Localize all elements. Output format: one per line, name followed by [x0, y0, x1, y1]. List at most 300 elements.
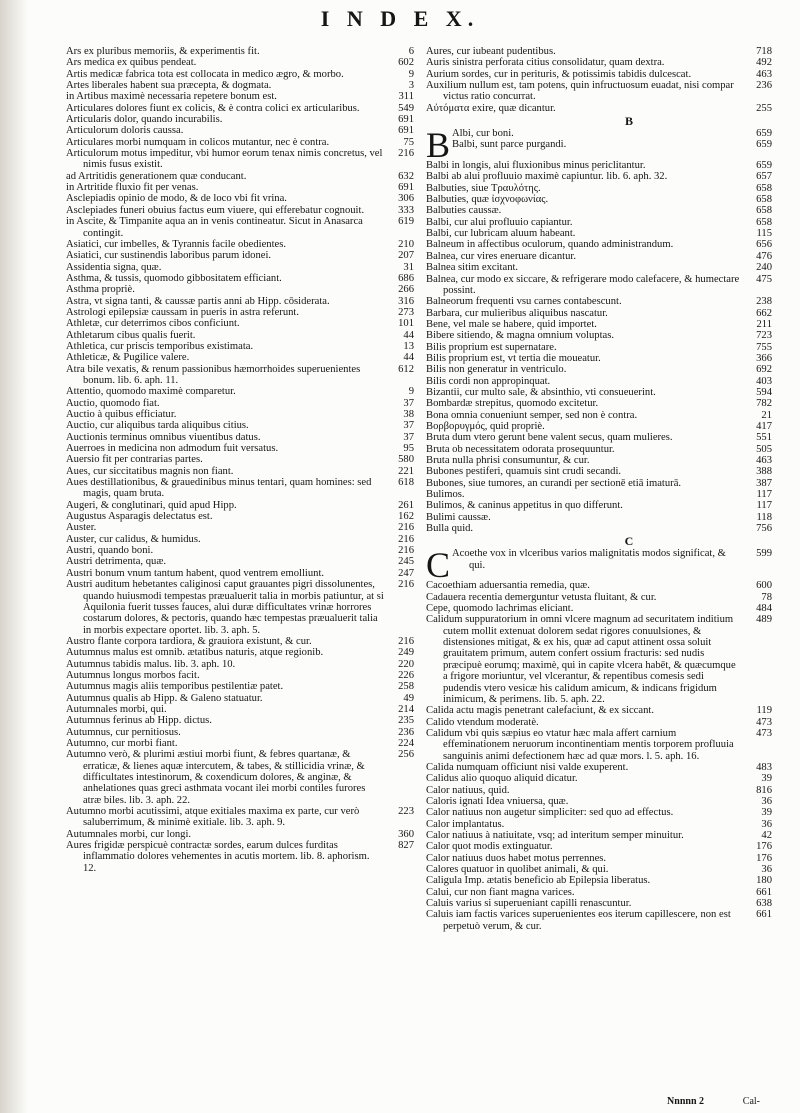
index-entry-text: Athletæ, cur deterrimos cibos conficiunt. — [66, 318, 240, 330]
index-entry-text: Bubones pestiferi, quamuis sint crudi secandi. — [426, 466, 622, 478]
index-entry — [66, 840, 414, 874]
index-entry — [66, 443, 414, 454]
index-page-number: 658 — [756, 182, 772, 194]
index-page-number: 180 — [756, 875, 772, 887]
index-entry-text: in Artritide fluxio fit per venas. — [66, 182, 199, 194]
index-entry — [66, 137, 414, 148]
index-entry — [66, 46, 414, 57]
index-page-number: 691 — [398, 125, 414, 137]
index-page-number: 221 — [398, 465, 414, 477]
index-entry — [426, 57, 772, 68]
index-page-number: 236 — [756, 80, 772, 92]
index-entry — [66, 806, 414, 829]
index-entry — [66, 284, 414, 295]
index-entry — [66, 330, 414, 341]
index-entry-text: Astrologi epilepsiæ caussam in pueris in astra referunt. — [66, 306, 300, 318]
index-entry-text: Calido vtendum moderatè. — [426, 716, 539, 728]
index-entry-text: Augustus Asparagis delectatus est. — [66, 511, 213, 523]
dropcap-entries — [452, 548, 772, 571]
index-page-number: 258 — [398, 681, 414, 693]
index-page-number: 723 — [756, 330, 772, 342]
index-entry-text: Auster, cur calidus, & humidus. — [66, 533, 201, 545]
index-page-number: 216 — [398, 533, 414, 545]
index-entry-text: Cadauera recentia demerguntur vetusta fluitant, & cur. — [426, 591, 657, 603]
index-entry — [426, 841, 772, 852]
index-entry-text: Aues, cur siccitatibus magnis non fiant. — [66, 465, 234, 477]
index-entry-text: Autumnus tabidis malus. lib. 3. aph. 10. — [66, 658, 236, 670]
index-entry — [426, 69, 772, 80]
index-entry — [426, 603, 772, 614]
index-entry — [426, 853, 772, 864]
index-entry — [426, 274, 772, 297]
index-page-number: 247 — [398, 567, 414, 579]
index-entry — [426, 342, 772, 353]
index-page-number: 42 — [761, 829, 772, 841]
index-entry — [66, 205, 414, 216]
index-entry — [66, 193, 414, 204]
index-entry-text: Articulares dolores fiunt ex colicis, & è contra colici ex articularibus. — [66, 102, 360, 114]
index-page-number: 119 — [756, 705, 772, 717]
index-entry — [66, 704, 414, 715]
index-page-number: 659 — [756, 160, 772, 172]
index-page-number: 658 — [756, 216, 772, 228]
index-entry — [426, 478, 772, 489]
dropcap-entries — [452, 128, 772, 151]
index-entry — [426, 489, 772, 500]
index-page-number: 311 — [398, 91, 414, 103]
index-entry — [66, 409, 414, 420]
index-page-number: 235 — [398, 715, 414, 727]
index-page-number: 44 — [403, 329, 414, 341]
index-page-number: 37 — [403, 397, 414, 409]
index-entry-text: Balbi, cur lubricam aluum habeant. — [426, 228, 576, 240]
index-page-number: 657 — [756, 171, 772, 183]
index-entry-text: Bibere sitiendo, & magna omnium voluptas. — [426, 330, 615, 342]
index-entry-text: Bulimos. — [426, 489, 465, 501]
index-entry — [426, 466, 772, 477]
index-entry-text: Bulla quid. — [426, 523, 474, 535]
index-entry-text: Bona omnia conueniunt semper, sed non è contra. — [426, 409, 638, 421]
index-entry — [66, 182, 414, 193]
index-page-number: 207 — [398, 250, 414, 262]
index-entry-text: Austri, quando boni. — [66, 545, 154, 557]
index-page-number: 549 — [398, 102, 414, 114]
index-page-number: 223 — [398, 806, 414, 818]
index-entry-text: in Ascite, & Timpanite aqua an in venis contineatur. Sicut in Anasarca contingit. — [66, 216, 363, 239]
index-entry-text: Calor natiuus duos habet motus perrennes. — [426, 852, 607, 864]
index-entry — [426, 807, 772, 818]
index-entry-text: Caluis iam factis varices superuenientes eos iterum capillescere, non est perpetuò verum, & cur. — [426, 909, 731, 932]
index-entry — [66, 466, 414, 477]
index-entry-text: Balbi in longis, alui fluxionibus minus periclitantur. — [426, 160, 646, 172]
index-entry — [66, 727, 414, 738]
index-page-number: 366 — [756, 352, 772, 364]
index-page-number: 118 — [756, 511, 772, 523]
index-page-number: 6 — [408, 46, 414, 57]
index-entry-text: Artis medicæ fabrica tota est collocata in medico ægro, & morbo. — [66, 68, 344, 80]
index-page-number: 756 — [756, 523, 772, 535]
index-entry — [66, 318, 414, 329]
index-entry — [426, 228, 772, 239]
index-page-number: 602 — [398, 57, 414, 69]
index-page-number: 214 — [398, 703, 414, 715]
index-entry — [426, 432, 772, 443]
index-page-number: 618 — [398, 477, 414, 489]
index-entry-text: Calor implantatus. — [426, 818, 505, 830]
index-entry-text: Balbi, cur alui profluuio capiantur. — [426, 216, 573, 228]
index-entry — [66, 681, 414, 692]
index-page-number: 306 — [398, 193, 414, 205]
index-entry — [426, 887, 772, 898]
index-entry-text: Attentio, quomodo maximè comparetur. — [66, 386, 236, 398]
index-entry — [66, 341, 414, 352]
index-entry — [426, 319, 772, 330]
index-entry — [66, 477, 414, 500]
index-entry — [66, 715, 414, 726]
index-entry-text: Asclepiades funeri obuius factus eum viuere, qui efferebatur cognouit. — [66, 204, 365, 216]
index-entry — [66, 500, 414, 511]
index-page-number: 13 — [403, 340, 414, 352]
index-entry-text: Autumnus ferinus ab Hipp. dictus. — [66, 715, 212, 727]
index-entry-text: Calida numquam officiunt nisi valde exuperent. — [426, 761, 629, 773]
index-entry — [66, 148, 414, 171]
index-page-number: 36 — [761, 818, 772, 830]
index-entry-text: Aures frigidæ perspicuè contractæ sordes, earum dulces furditas inflammatio dolores vehementes in acutis mortem. lib. 8. aphorism. 12. — [66, 840, 370, 874]
index-entry — [66, 239, 414, 250]
index-page-number: 36 — [761, 864, 772, 875]
index-entry-text: Calida actu magis penetrant calefaciunt, & ex siccant. — [426, 705, 654, 717]
index-entry — [426, 444, 772, 455]
index-entry — [66, 534, 414, 545]
index-entry-text: Balbuties caussæ. — [426, 205, 502, 217]
section-letter-c: C — [624, 534, 634, 549]
index-entry — [66, 103, 414, 114]
index-entry-text: Articulorum motus impeditur, vbi humor eorum tenax nimis concretus, vel nimis fusus existit. — [66, 148, 383, 171]
index-page-number: 101 — [398, 318, 414, 330]
index-entry-text: Calor natiuus à natiuitate, vsq; ad interitum semper minuitur. — [426, 829, 684, 841]
index-page-number: 463 — [756, 455, 772, 466]
index-entry-text: Asthma propriè. — [66, 284, 135, 296]
index-page-number: 600 — [756, 580, 772, 592]
index-page-number: 718 — [756, 46, 772, 57]
index-entry-text: Auctio, cur aliquibus tarda aliquibus citius. — [66, 420, 249, 432]
index-entry-text: Bruta ob necessitatem odorata prosequuntur. — [426, 443, 615, 455]
index-entry-text: Auersio fit per contrarias partes. — [66, 454, 203, 466]
index-page-number: 216 — [398, 148, 414, 160]
index-section-c — [426, 545, 772, 932]
index-page-number: 691 — [398, 114, 414, 126]
dropcap-letter: C — [426, 545, 451, 586]
index-page-number: 492 — [756, 57, 772, 69]
index-entry — [66, 670, 414, 681]
index-page-number: 403 — [756, 375, 772, 387]
index-page-number: 691 — [398, 182, 414, 194]
index-column-left — [66, 46, 414, 874]
index-entry-text: Calores quatuor in quolibet animali, & qui. — [426, 864, 609, 875]
index-entry-text: Calor natiuus, quid. — [426, 784, 510, 796]
index-entry — [452, 128, 772, 139]
index-entry-text: Articularis dolor, quando incurabilis. — [66, 114, 223, 126]
index-page-number: 78 — [761, 591, 772, 603]
index-entry — [66, 262, 414, 273]
index-page-number: 238 — [756, 296, 772, 308]
index-entry — [426, 171, 772, 182]
index-entry — [426, 512, 772, 523]
index-entry-text: Ars medica ex quibus pendeat. — [66, 57, 197, 69]
index-section-b — [426, 125, 772, 535]
index-entry — [426, 398, 772, 409]
index-entry-text: Auxilium nullum est, tam potens, quin infructuosum euadat, nisi compar victus ratio concurrat. — [426, 80, 734, 103]
index-entry — [66, 432, 414, 443]
index-entry — [426, 773, 772, 784]
index-entry-text: Athleticæ, & Pugilice valere. — [66, 352, 190, 364]
index-page-number: 594 — [756, 386, 772, 398]
index-page-number: 417 — [756, 420, 772, 432]
index-page-number: 37 — [403, 431, 414, 443]
index-entry — [66, 636, 414, 647]
index-entry-text: Auctio à quibus efficiatur. — [66, 409, 177, 420]
index-page-number: 638 — [756, 898, 772, 910]
index-page-number: 176 — [756, 841, 772, 853]
index-entry-text: Aures, cur iubeant pudentibus. — [426, 46, 556, 57]
index-entry-text: Artes liberales habent sua præcepta, & dogmata. — [66, 80, 272, 92]
index-entry — [426, 614, 772, 705]
index-entry-text: Αὐτόματα exire, quæ dicantur. — [426, 102, 556, 114]
index-entry-text: Ars ex pluribus memoriis, & experimentis fit. — [66, 46, 260, 57]
index-page-number: 256 — [398, 749, 414, 761]
index-page-number: 619 — [398, 216, 414, 228]
index-entry-text: Asiatici, cur imbelles, & Tyrannis facile obedientes. — [66, 238, 286, 250]
index-entry — [66, 296, 414, 307]
index-entry — [66, 57, 414, 68]
index-entry-text: Austri auditum hebetantes caliginosi caput grauantes pigri dissolunentes, quando huiusmodi tempestas præualuerit talia in morbis patiuntur, at si Aquilonia fuerit tusses fauces, alui duræ difficultates vrinæ horrores costarum dolores, & pectoris, quando hæc tempestas præualuerit talia in morbis expectare oportet. lib. 3. aph. 5. — [66, 579, 384, 636]
index-page-number: 755 — [756, 341, 772, 353]
index-entry-text: Autumno, cur morbi fiant. — [66, 737, 178, 749]
index-entry — [66, 454, 414, 465]
index-entry — [426, 194, 772, 205]
index-page-number: 484 — [756, 603, 772, 615]
index-page-number: 261 — [398, 499, 414, 511]
index-page-number: 658 — [756, 194, 772, 206]
index-entry-text: Athletarum cibus qualis fuerit. — [66, 329, 196, 341]
page-title: I N D E X. — [320, 6, 480, 31]
index-entry-text: Calidus alio quoquo aliquid dicatur. — [426, 773, 578, 785]
index-entry — [426, 864, 772, 875]
index-page-number: 44 — [403, 352, 414, 364]
index-entry — [426, 421, 772, 432]
index-entry — [426, 728, 772, 762]
index-page-number: 599 — [756, 548, 772, 560]
index-page-number: 226 — [398, 669, 414, 681]
index-entry-text: Atra bile vexatis, & renum passionibus hæmorrhoides superuenientes bonum. lib. 6. aph. 11. — [66, 363, 361, 386]
index-entry-text: Bizantii, cur multo sale, & absinthio, vti consueuerint. — [426, 386, 656, 398]
index-entry — [66, 80, 414, 91]
index-entry — [66, 659, 414, 670]
index-entry-text: Albi, cur boni. — [452, 128, 514, 140]
index-entry-text: Asiatici, cur sustinendis laboribus parum idonei. — [66, 250, 272, 262]
index-entry-text: Asthma, & tussis, quomodo gibbositatem efficiant. — [66, 272, 282, 284]
index-page-number: 245 — [398, 556, 414, 568]
index-entry-text: in Artibus maximè necessaria repetere bonum est. — [66, 91, 277, 103]
index-entry-text: Augeri, & conglutinari, quid apud Hipp. — [66, 499, 237, 511]
index-page-number: 333 — [398, 204, 414, 216]
index-entry — [426, 819, 772, 830]
index-entry — [426, 262, 772, 273]
index-entry-text: Auris sinistra perforata citius consolidatur, quam dextra. — [426, 57, 665, 69]
index-entry — [426, 376, 772, 387]
index-entry-text: Auerroes in medicina non admodum fuit versatus. — [66, 443, 279, 455]
index-entry — [426, 580, 772, 591]
index-entry-text: Autumnus magis aliis temporibus pestilentiæ patet. — [66, 681, 284, 693]
index-page-number: 162 — [398, 511, 414, 523]
index-entry — [426, 330, 772, 341]
index-entry-text: Bilis proprium est supernatare. — [426, 341, 557, 353]
index-entry-text: Balneum in affectibus oculorum, quando administrandum. — [426, 239, 674, 251]
index-entry-text: Balbi, sunt parce purgandi. — [452, 139, 567, 151]
index-column-right — [426, 46, 772, 932]
index-entry — [66, 273, 414, 284]
index-entry-text: Assidentia signa, quæ. — [66, 261, 162, 273]
index-page-number: 580 — [398, 454, 414, 466]
index-entry — [66, 125, 414, 136]
index-entry-text: Autumnus, cur pernitiosus. — [66, 726, 181, 738]
index-page-number: 816 — [756, 784, 772, 796]
index-entry-text: Articulares morbi numquam in colicos mutantur, nec è contra. — [66, 136, 330, 148]
index-page-number: 612 — [398, 363, 414, 375]
index-page-number: 236 — [398, 726, 414, 738]
index-page-number: 176 — [756, 852, 772, 864]
index-entry-text: Bulimos, & caninus appetitus in quo differunt. — [426, 500, 623, 512]
index-entry — [426, 308, 772, 319]
index-entry — [426, 364, 772, 375]
index-entry — [426, 251, 772, 262]
index-entry-text: Caloris ignati Idea vniuersa, quæ. — [426, 795, 569, 807]
index-entry-text: Barbara, cur mulieribus aliquibus nascatur. — [426, 307, 608, 319]
index-entry — [426, 387, 772, 398]
index-page-number: 662 — [756, 307, 772, 319]
index-entry — [426, 705, 772, 716]
index-page-number: 36 — [761, 795, 772, 807]
index-entry — [66, 693, 414, 704]
index-page-number: 31 — [403, 261, 414, 273]
index-entry — [66, 69, 414, 80]
index-entry — [426, 909, 772, 932]
index-page-number: 692 — [756, 364, 772, 376]
index-page-number: 210 — [398, 238, 414, 250]
index-entry — [426, 830, 772, 841]
index-entry-text: Calui, cur non fiant magna varices. — [426, 886, 575, 898]
index-page-number: 117 — [756, 489, 772, 501]
index-entry — [426, 183, 772, 194]
index-entry-text: Calidum vbi quis sæpius eo vtatur hæc mala affert carnium effeminationem neruorum incontinentiam mentis torporem profluuia sanguinis animi defectionem hæc ad quæ mors. l. 5. aph. 16. — [426, 727, 734, 762]
index-page-number: 551 — [756, 432, 772, 444]
index-list-a-continued — [426, 46, 772, 114]
index-page-number: 686 — [398, 272, 414, 284]
index-entry — [66, 307, 414, 318]
index-entry — [426, 239, 772, 250]
index-page-number: 38 — [403, 409, 414, 420]
index-entry-text: Auster. — [66, 522, 97, 534]
index-entry — [452, 139, 772, 150]
index-entry — [426, 296, 772, 307]
index-page-number: 211 — [756, 318, 772, 330]
index-entry — [66, 386, 414, 397]
index-entry — [426, 500, 772, 511]
index-entry-text: Autumnales morbi, qui. — [66, 703, 167, 715]
index-entry-text: ad Artritidis generationem quæ conducant. — [66, 170, 247, 182]
index-entry — [66, 216, 414, 239]
index-page-number: 220 — [398, 658, 414, 670]
index-page-number: 475 — [756, 273, 772, 285]
index-page-number: 273 — [398, 306, 414, 318]
index-entry — [66, 556, 414, 567]
index-entry-text: Articulorum doloris caussa. — [66, 125, 184, 137]
index-entry — [426, 875, 772, 886]
index-entry-text: Bilis non generatur in ventriculo. — [426, 364, 567, 376]
index-entry-text: Cacoethiam aduersantia remedia, quæ. — [426, 580, 590, 592]
index-entry-text: Autumno morbi acutissimi, atque exitiales maxima ex parte, cur verò saluberrimum, & minimè exitiale. lib. 3. aph. 9. — [66, 806, 360, 829]
index-entry — [426, 785, 772, 796]
index-page-number: 661 — [756, 886, 772, 898]
index-entry-text: Bubones, siue tumores, an curandi per sectionē etiā imaturā. — [426, 477, 682, 489]
dropcap-letter: B — [426, 125, 451, 166]
index-entry — [66, 579, 414, 636]
index-entry — [426, 217, 772, 228]
index-page-number: 661 — [756, 909, 772, 921]
index-page-number: 473 — [756, 716, 772, 728]
index-entry-text: Autumnus longus morbos facit. — [66, 669, 200, 681]
index-entry — [66, 171, 414, 182]
signature-mark: Nnnnn 2 — [667, 1096, 704, 1107]
index-entry — [426, 46, 772, 57]
index-entry-text: Bilis proprium est, vt tertia die moueatur. — [426, 352, 601, 364]
index-page-number: 463 — [756, 68, 772, 80]
index-entry-text: Austri bonum vnum tantum habent, quod ventrem emolliunt. — [66, 567, 325, 579]
section-letter-b: B — [624, 114, 633, 129]
index-page-number: 656 — [756, 239, 772, 251]
index-entry — [426, 523, 772, 534]
index-entry-text: Bulimi caussæ. — [426, 511, 491, 523]
index-page-number: 659 — [756, 128, 772, 140]
index-page-number: 249 — [398, 647, 414, 659]
index-entry — [66, 545, 414, 556]
index-page-number: 115 — [756, 228, 772, 240]
index-entry — [66, 568, 414, 579]
index-entry — [66, 522, 414, 533]
index-entry-text: Athletica, cur priscis temporibus existimata. — [66, 340, 254, 352]
index-entry-text: Bene, vel male se habere, quid importet. — [426, 318, 597, 330]
index-page-number: 255 — [756, 102, 772, 114]
index-entry-text: Aues destillationibus, & grauedinibus minus tentari, quam homines: sed magis, quam bruta. — [66, 477, 372, 500]
index-entry — [426, 455, 772, 466]
index-entry — [66, 352, 414, 363]
index-page-number: 37 — [403, 420, 414, 432]
index-page-number: 827 — [398, 840, 414, 852]
index-entry-text: Balnea sitim excitant. — [426, 262, 519, 274]
index-entry-text: Auctionis terminus omnibus viuentibus datus. — [66, 431, 261, 443]
index-page-number: 216 — [398, 522, 414, 534]
index-entry-text: Cepe, quomodo lachrimas eliciant. — [426, 603, 574, 615]
index-entry — [452, 548, 772, 571]
index-page-number: 266 — [398, 284, 414, 296]
index-entry-text: Balnea, cur vires eneruare dicantur. — [426, 250, 577, 262]
index-page-number: 632 — [398, 170, 414, 182]
index-page-number: 216 — [398, 545, 414, 557]
index-entry-text: Caluis varius si superueniant capilli renascuntur. — [426, 898, 632, 910]
index-page-number: 9 — [408, 386, 414, 398]
index-entry-text: Bombardæ strepitus, quomodo excitetur. — [426, 398, 599, 410]
index-entry — [426, 592, 772, 603]
